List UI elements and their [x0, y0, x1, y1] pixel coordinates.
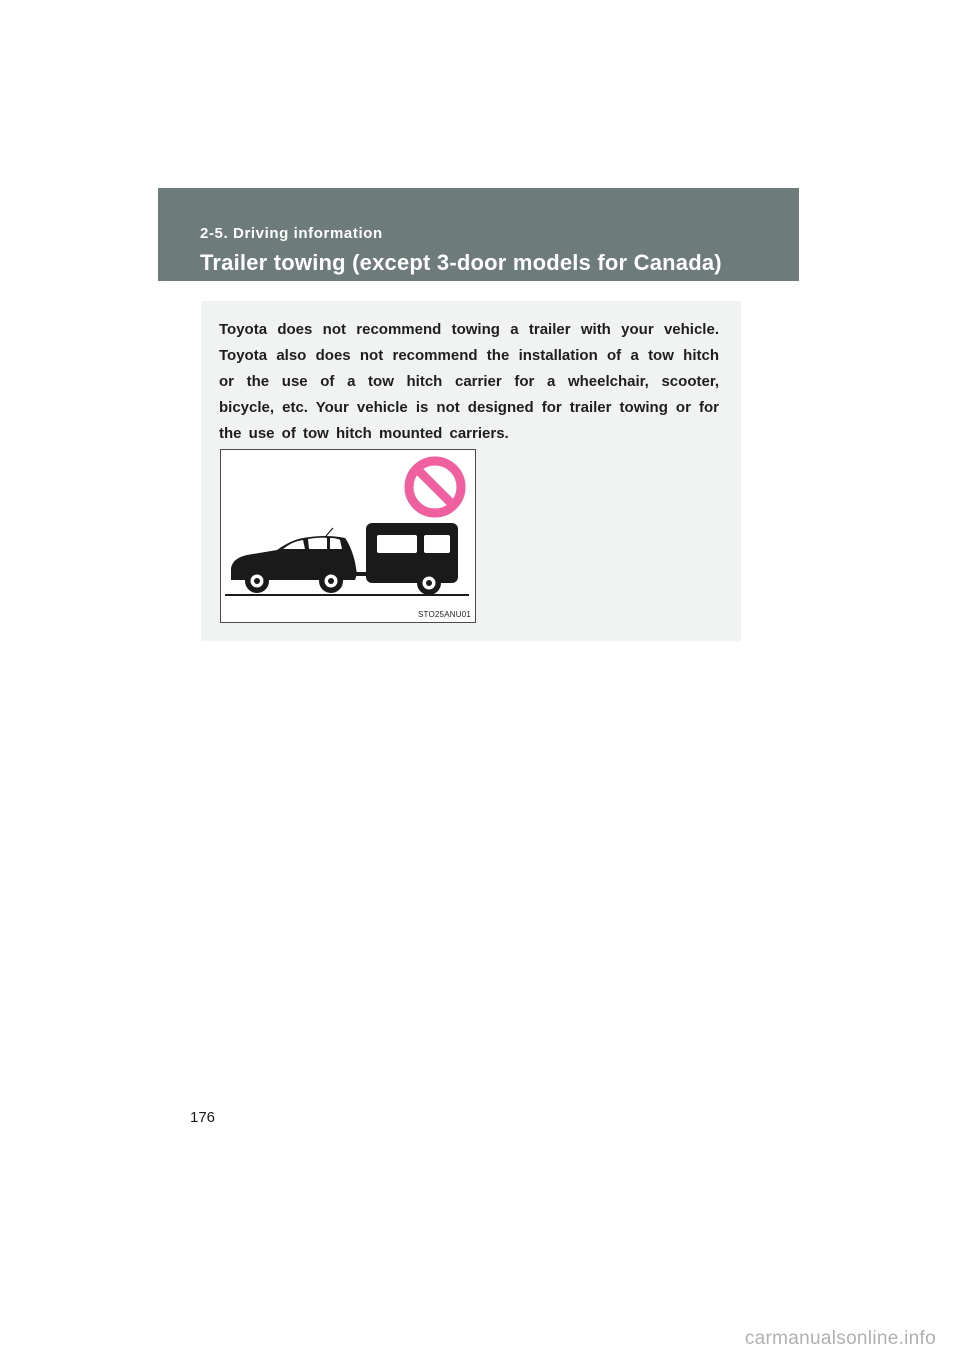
notice-box	[201, 301, 741, 641]
trailer-icon	[349, 523, 458, 595]
towing-illustration-svg	[221, 450, 475, 622]
section-header	[158, 188, 799, 281]
figure-code: STO25ANU01	[418, 610, 471, 619]
towing-illustration	[220, 449, 476, 623]
section-label: 2-5. Driving information	[200, 225, 383, 242]
prohibited-icon	[409, 461, 461, 513]
notice-text: Toyota does not recommend towing a trailer with your vehicle. Toyota also does not recommend the installation of a tow hitch or the use of a tow hitch carrier for a wheelchair, scooter, bicycle, etc. Your vehicle is not designed for trailer towing or for the use of tow hitch mounted carriers.	[219, 321, 719, 442]
page-number: 176	[190, 1109, 216, 1126]
car-icon	[231, 528, 357, 593]
watermark: carmanualsonline.info	[744, 1328, 936, 1349]
page-title: Trailer towing (except 3-door models for Canada)	[200, 250, 722, 275]
